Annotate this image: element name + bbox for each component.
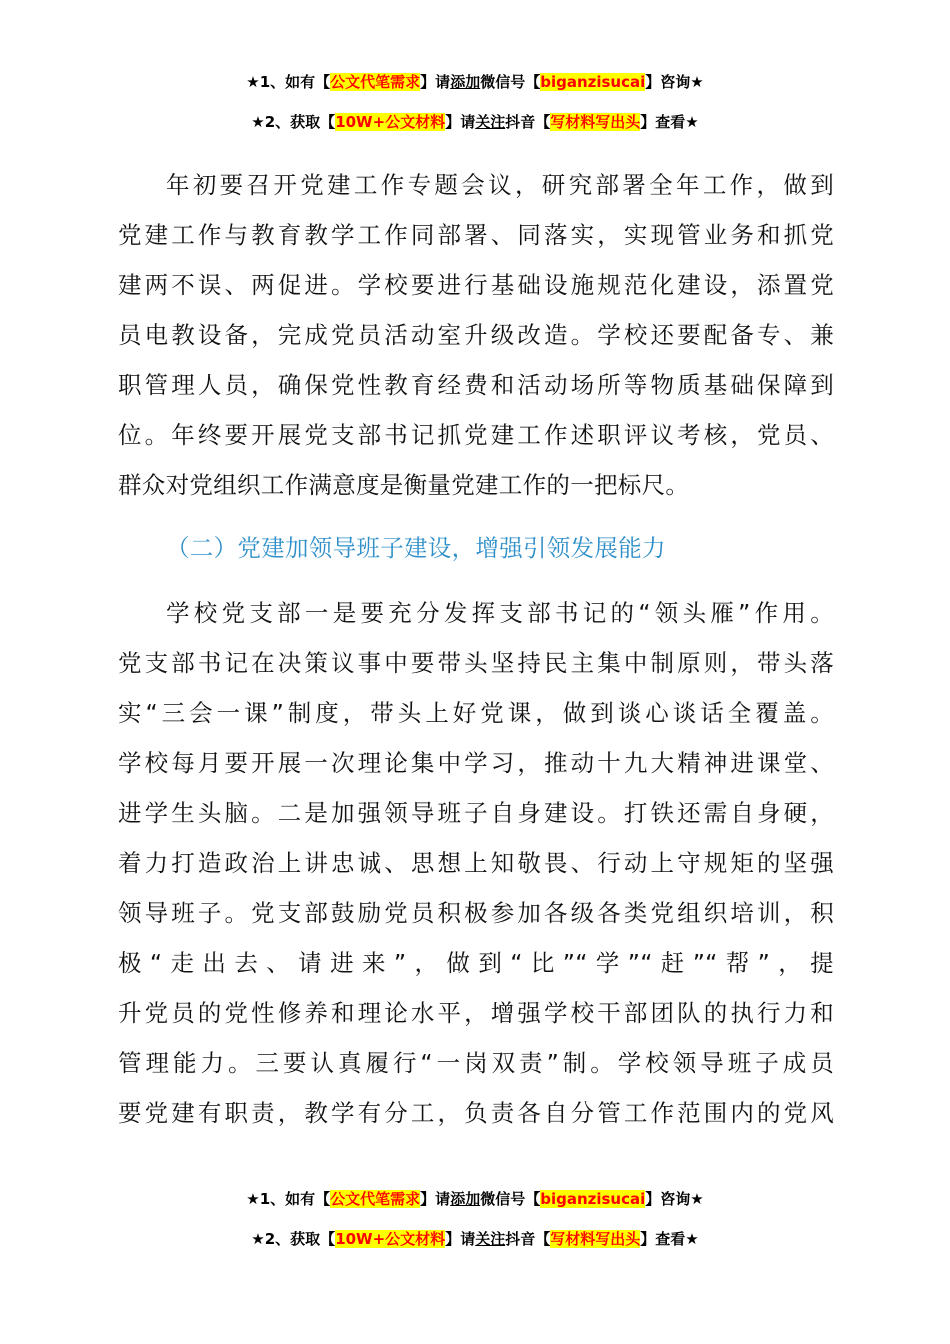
promo-text: 微信号【 bbox=[480, 1190, 541, 1208]
text-line: 党建工作与教育教学工作同部署、同落实，实现管业务和抓党 bbox=[118, 221, 834, 249]
text-line: 领导班子。党支部鼓励党员积极参加各级各类党组织培训，积 bbox=[118, 899, 834, 927]
promo-text: 1、如有【 bbox=[259, 1190, 331, 1208]
promo-text: 抖音【 bbox=[505, 1230, 551, 1248]
text-line: 党支部书记在决策议事中要带头坚持民主集中制原则，带头落 bbox=[118, 649, 834, 677]
promo-highlight: biganzisucai bbox=[540, 73, 646, 91]
promo-text: 】咨询★ bbox=[645, 1190, 704, 1208]
text-line: 学校党支部一是要充分发挥支部书记的“领头雁”作用。 bbox=[166, 599, 834, 627]
promo-highlight: biganzisucai bbox=[540, 1190, 646, 1208]
promo-text: 】请 bbox=[445, 1230, 476, 1248]
section-heading: （二）党建加领导班子建设，增强引领发展能力 bbox=[166, 534, 666, 562]
header-promo-line-1 bbox=[0, 72, 950, 92]
star-icon: ★ bbox=[251, 113, 265, 131]
star-icon: ★ bbox=[251, 1230, 265, 1248]
promo-text: 】咨询★ bbox=[645, 73, 704, 91]
promo-text: 】请 bbox=[420, 73, 451, 91]
promo-text: 1、如有【 bbox=[259, 73, 331, 91]
promo-text: 】请 bbox=[445, 113, 476, 131]
promo-highlight: 写材料写出头 bbox=[550, 113, 641, 131]
star-icon: ★ bbox=[246, 73, 260, 91]
promo-text: 抖音【 bbox=[505, 113, 551, 131]
star-icon: ★ bbox=[246, 1190, 260, 1208]
footer-promo-line-2 bbox=[0, 1229, 950, 1249]
body-paragraph-2 bbox=[118, 588, 834, 1138]
promo-underlined: 关注 bbox=[475, 1230, 506, 1248]
text-line: 进学生头脑。二是加强领导班子自身建设。打铁还需自身硬， bbox=[118, 799, 834, 827]
text-line: 极“走出去、请进来”，做到“比”“学”“赶”“帮”，提 bbox=[118, 949, 834, 977]
text-line: 员电教设备，完成党员活动室升级改造。学校还要配备专、兼 bbox=[118, 321, 834, 349]
promo-text: 】请 bbox=[420, 1190, 451, 1208]
promo-underlined: 添加 bbox=[450, 73, 481, 91]
promo-highlight: 10W+公文材料 bbox=[335, 1230, 446, 1248]
promo-underlined: 关注 bbox=[475, 113, 506, 131]
text-line: 建两不误、两促进。学校要进行基础设施规范化建设，添置党 bbox=[118, 271, 834, 299]
text-line: 升党员的党性修养和理论水平，增强学校干部团队的执行力和 bbox=[118, 999, 834, 1027]
text-line: 实“三会一课”制度，带头上好党课，做到谈心谈话全覆盖。 bbox=[118, 699, 834, 727]
promo-highlight: 公文代笔需求 bbox=[330, 1190, 421, 1208]
promo-text: 2、获取【 bbox=[264, 113, 336, 131]
text-line: 管理能力。三要认真履行“一岗双责”制。学校领导班子成员 bbox=[118, 1049, 834, 1077]
body-paragraph-1 bbox=[118, 160, 834, 510]
promo-underlined: 添加 bbox=[450, 1190, 481, 1208]
promo-highlight: 公文代笔需求 bbox=[330, 73, 421, 91]
header-promo-line-2 bbox=[0, 112, 950, 132]
text-line: 群众对党组织工作满意度是衡量党建工作的一把标尺。 bbox=[118, 471, 690, 499]
promo-text: 微信号【 bbox=[480, 73, 541, 91]
text-line: 要党建有职责，教学有分工，负责各自分管工作范围内的党风 bbox=[118, 1099, 834, 1127]
text-line: 着力打造政治上讲忠诚、思想上知敬畏、行动上守规矩的坚强 bbox=[118, 849, 834, 877]
promo-text: 】查看★ bbox=[640, 1230, 699, 1248]
promo-highlight: 写材料写出头 bbox=[550, 1230, 641, 1248]
text-line: 位。年终要开展党支部书记抓党建工作述职评议考核，党员、 bbox=[118, 421, 834, 449]
text-line: 学校每月要开展一次理论集中学习，推动十九大精神进课堂、 bbox=[118, 749, 834, 777]
text-line: 年初要召开党建工作专题会议，研究部署全年工作，做到 bbox=[166, 171, 834, 199]
text-line: 职管理人员，确保党性教育经费和活动场所等物质基础保障到 bbox=[118, 371, 834, 399]
promo-text: 】查看★ bbox=[640, 113, 699, 131]
footer-promo-line-1 bbox=[0, 1189, 950, 1209]
promo-highlight: 10W+公文材料 bbox=[335, 113, 446, 131]
promo-text: 2、获取【 bbox=[264, 1230, 336, 1248]
